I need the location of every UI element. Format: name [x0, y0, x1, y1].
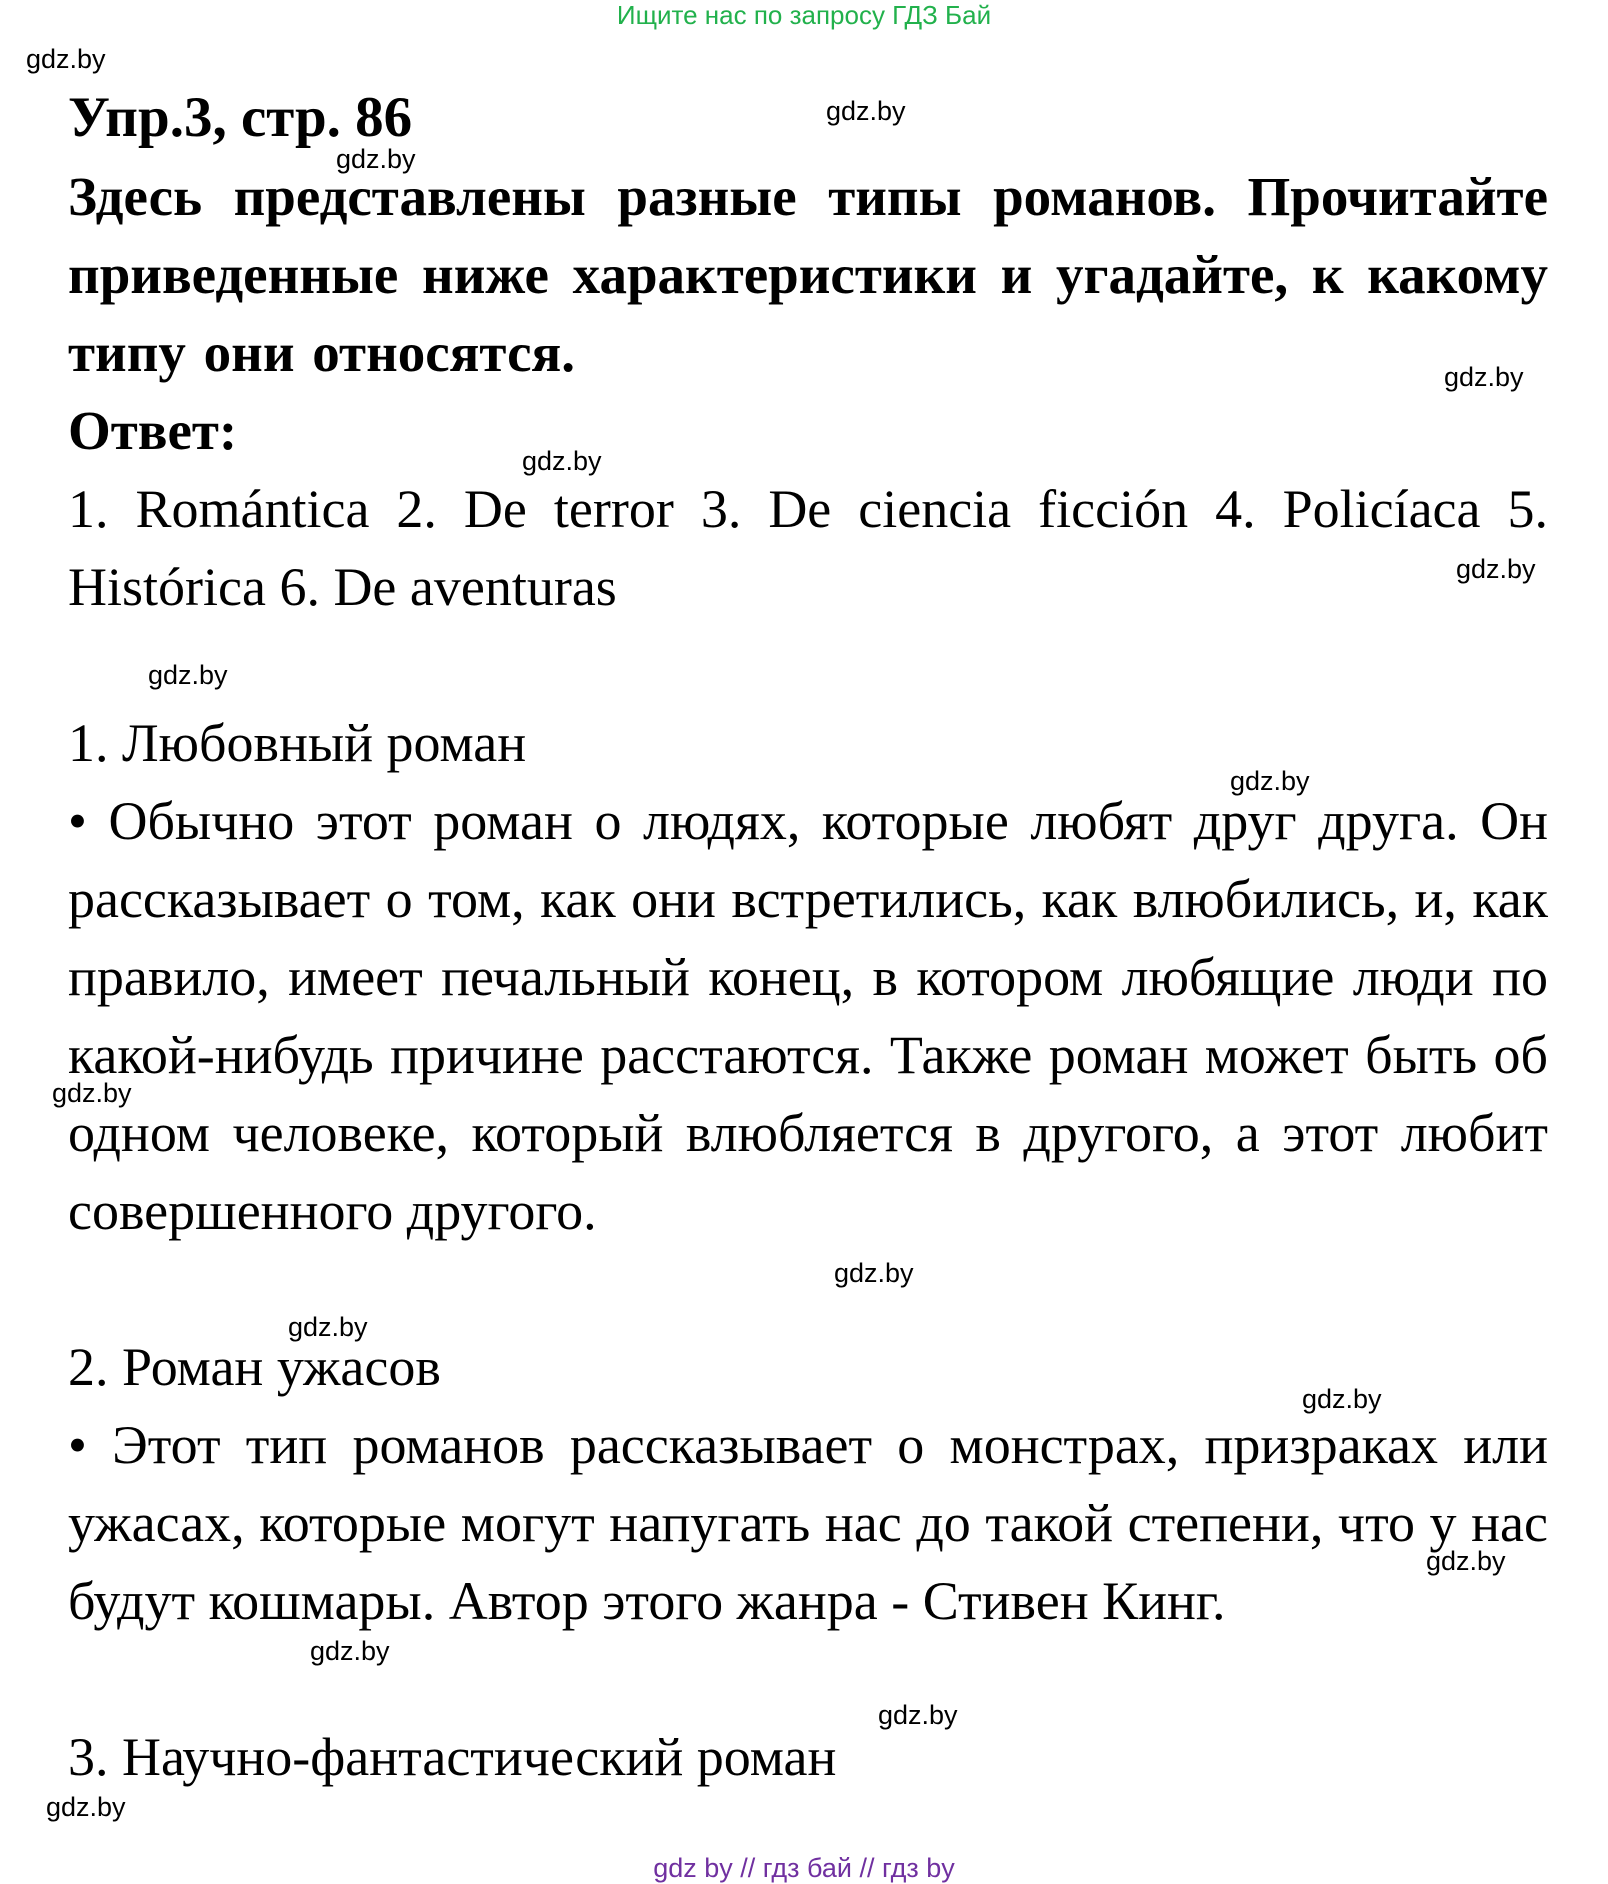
watermark: gdz.by [834, 1258, 914, 1288]
watermark: gdz.by [1426, 1546, 1506, 1576]
watermark: gdz.by [26, 44, 106, 74]
section-heading-horror: 2. Роман ужасов [68, 1337, 441, 1397]
answer-label: Ответ: [68, 400, 238, 461]
footer-links: gdz by // гдз бай // гдз by [653, 1853, 955, 1883]
watermark: gdz.by [878, 1700, 958, 1730]
watermark: gdz.by [52, 1078, 132, 1108]
watermark: gdz.by [1302, 1384, 1382, 1414]
section-text-horror: • Этот тип романов рассказывает о монстрах, призраках или ужасах, которые могут напугать нас до такой степени, что у нас будут кошмары. Автор этого жанра - Стивен Кинг. [68, 1415, 1548, 1631]
watermark: gdz.by [522, 446, 602, 476]
watermark: gdz.by [46, 1792, 126, 1822]
watermark: gdz.by [336, 144, 416, 174]
section-heading-romance: 1. Любовный роман [68, 713, 527, 773]
watermark: gdz.by [148, 660, 228, 690]
section-text-romance: • Обычно этот роман о людях, которые любят друг друга. Он рассказывает о том, как они встретились, как влюбились, и, как правило, имеет печальный конец, в котором любящие люди по какой-нибудь причине расстаются. Также роман может быть об одном человеке, который влюбляется в другого, а этот любит совершенного другого. [68, 791, 1548, 1241]
watermark: gdz.by [310, 1636, 390, 1666]
answer-text: 1. Romántica 2. De terror 3. De ciencia ficción 4. Policíaca 5. Histórica 6. De aventuras [68, 479, 1548, 617]
exercise-instruction: Здесь представлены разные типы романов. Прочитайте приведенные ниже характеристики и угадайте, к какому типу они относятся. [68, 166, 1548, 383]
section-heading-scifi: 3. Научно-фантастический роман [68, 1727, 837, 1787]
exercise-title: Упр.3, стр. 86 [68, 86, 413, 149]
watermark: gdz.by [288, 1312, 368, 1342]
watermark: gdz.by [1444, 362, 1524, 392]
watermark: gdz.by [826, 96, 906, 126]
search-banner: Ищите нас по запросу ГДЗ Бай [616, 0, 992, 30]
watermark: gdz.by [1456, 554, 1536, 584]
watermark: gdz.by [1230, 766, 1310, 796]
